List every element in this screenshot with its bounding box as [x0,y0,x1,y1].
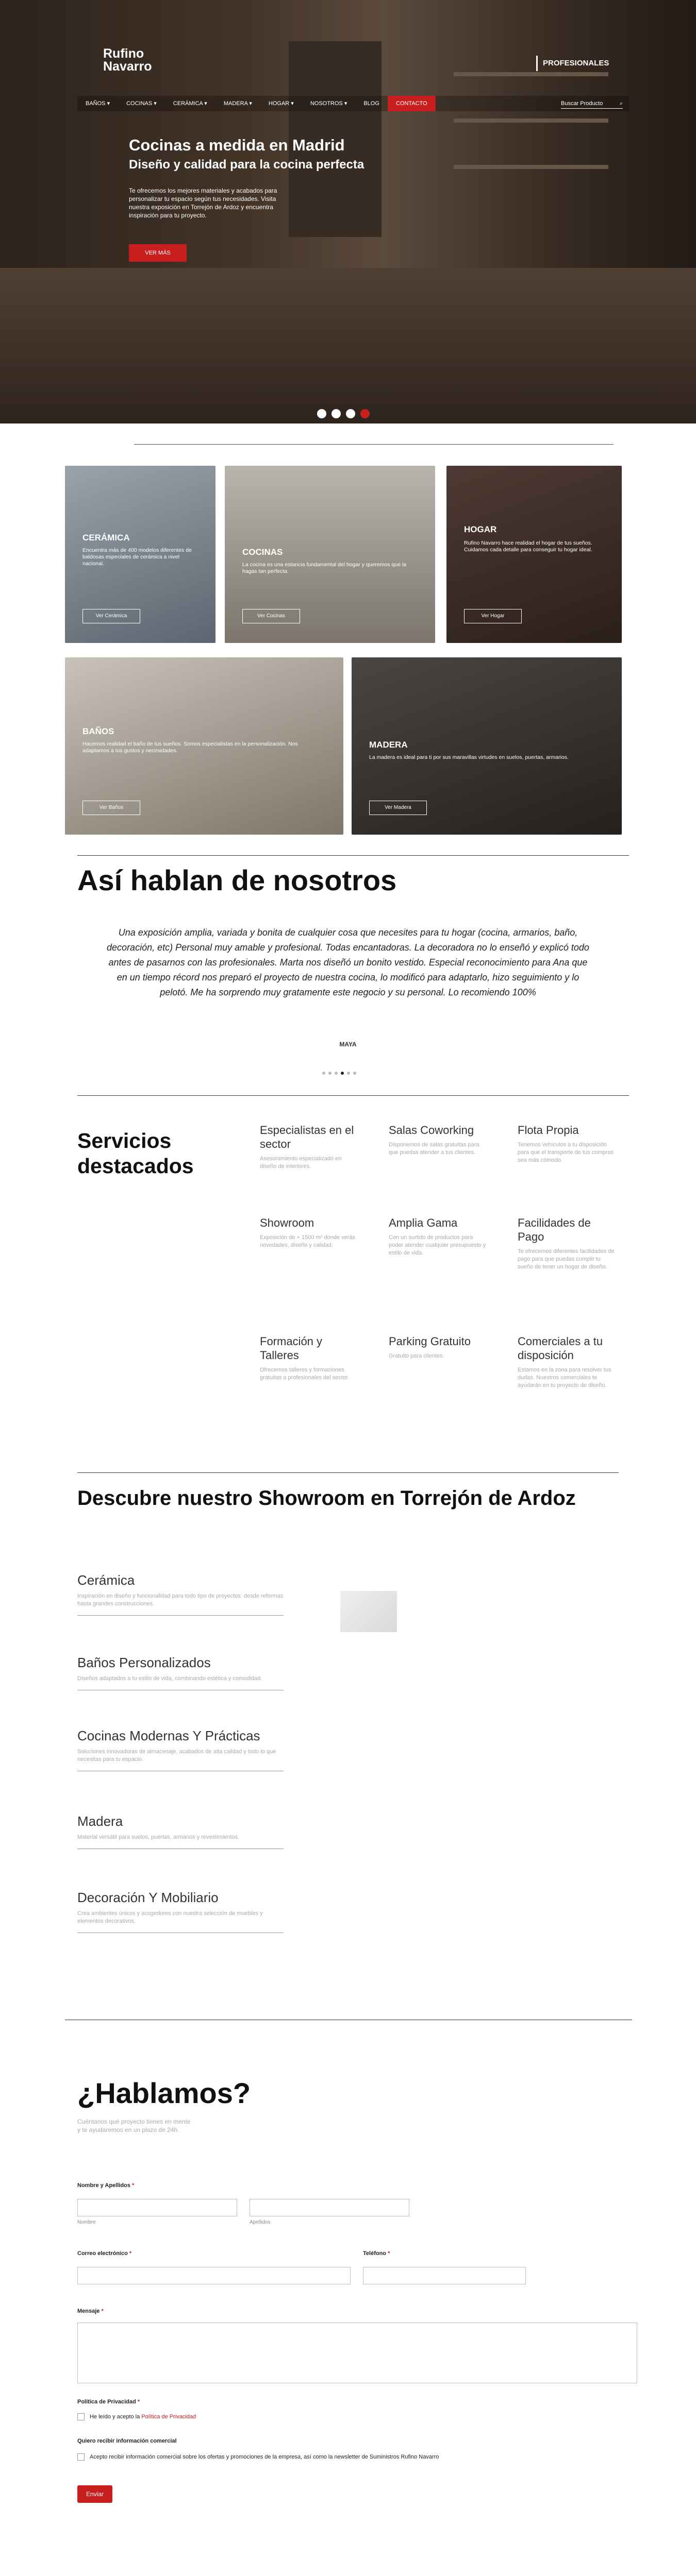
logo[interactable]: Rufino Navarro [103,46,152,74]
category-text: Encuentra más de 400 modelos diferentes de baldosas especiales de cerámica a nivel nacional. [82,547,192,567]
email-label: Correo electrónico * [77,2250,132,2257]
send-button[interactable]: Enviar [77,2485,112,2503]
contact-subtitle: Cuéntanos qué proyecto tienes en mente y te ayudaremos en un plazo de 24h. [77,2118,191,2133]
slider-dot[interactable] [317,409,326,418]
category-text: La madera es ideal para ti por sus maravillas virtudes en suelos, puertas, armarios. [369,754,569,760]
first-name-hint: Nombre [77,2219,96,2225]
services-title: Servicios destacados [77,1129,194,1178]
category-text: Hacemos realidad el baño de tus sueños. Somos especialistas en la personalización. Nos adaptamos a tus gustos y necesidades. [82,741,298,754]
testimonial-author: MAYA [339,1041,357,1048]
main-nav [77,96,629,111]
showroom-item[interactable]: Baños Personalizados Diseños adaptados a tu estilo de vida, combinando estética y comodidad. [77,1655,284,1690]
nav-madera[interactable]: MADERA ▾ [223,100,252,107]
nav-ceramica[interactable]: CERÁMICA ▾ [173,100,207,107]
service-item: Especialistas en el sector Asesoramiento especializado en diseño de interiores. [260,1124,354,1170]
message-label: Mensaje * [77,2308,104,2314]
service-item: Showroom Exposición de + 1500 m² donde verás novedades, diseño y calidad. [260,1216,355,1248]
privacy-link[interactable]: Política de Privacidad [141,2414,196,2420]
nav-nosotros[interactable]: NOSOTROS ▾ [310,100,347,107]
search-input[interactable]: Buscar Producto ⌕ [561,99,623,109]
hero-subtitle: Diseño y calidad para la cocina perfecta [129,158,364,172]
slider-dots [317,409,370,418]
category-title: CERÁMICA [82,533,130,543]
slider-dot[interactable] [332,409,341,418]
testimonial-dot[interactable] [322,1072,325,1075]
category-text: La cocina es una estancia fundamental del hogar y queremos que la hagas tan perfecta. [242,562,407,574]
service-item: Formación y Talleres Ofrecemos talleres y formaciones gratuitas a profesionales del sector. [260,1335,350,1381]
phone-field[interactable] [363,2267,526,2284]
ver-madera-button[interactable]: Ver Madera [369,801,427,815]
contact-title: ¿Hablamos? [77,2077,251,2109]
showroom-item[interactable]: Decoración Y Mobiliario Crea ambientes únicos y acogedores con nuestra selección de muebles y elementos decorativos. [77,1890,284,1933]
search-icon[interactable]: ⌕ [619,100,623,107]
nav-blog[interactable]: BLOG [363,100,379,107]
category-card-banos [65,657,343,835]
hero-text: Te ofrecemos los mejores materiales y acabados para personalizar tu espacio según tus necesidades. Visita nuestra exposición en Torrejón de Ardoz y encuentra inspiración para tu proyecto. [129,187,277,219]
category-card-cocinas [225,466,435,643]
testimonial-dots [322,1072,356,1075]
testimonial-dot[interactable] [353,1072,356,1075]
privacy-checkbox[interactable] [77,2413,85,2420]
privacy-label: Política de Privacidad * [77,2399,140,2405]
testimonial-text: Una exposición amplia, variada y bonita de cualquier cosa que necesites para tu hogar (cocina, armarios, baño, decoración, etc) Personal muy amable y profesional. Todas encantadoras. La decoradora no lo enseñó y explicó todo antes de pasarnos con las profesionales. Marta nos diseñó un bonito vestido. Especial reconocimiento para Ana que en un tiempo récord nos preparó el proyecto de nuestra cocina, lo modificó para adaptarlo, hizo seguimiento y lo pelotó. Me ha sorprendo muy gratamente este negocio y su personal. Lo recomiendo 100% [107,927,589,997]
category-title: COCINAS [242,547,283,557]
privacy-text: He leído y acepto la Política de Privacidad [90,2414,196,2420]
nav-cocinas[interactable]: COCINAS ▾ [126,100,157,107]
message-field[interactable] [77,2323,637,2383]
ver-ceramica-button[interactable]: Ver Cerámica [82,609,140,623]
showroom-item[interactable]: Cocinas Modernas Y Prácticas Soluciones innovadoras de almacenaje, acabados de alta calidad y todo lo que necesitas para tu espacio. [77,1728,284,1771]
nav-contacto[interactable]: CONTACTO [388,96,436,111]
category-card-ceramica [65,466,216,643]
category-card-hogar [446,466,622,643]
slider-dot[interactable] [346,409,355,418]
showroom-item[interactable]: Cerámica Inspiración en diseño y funcionalidad para todo tipo de proyectos: desde reformas hasta grandes construcciones. [77,1572,284,1616]
commercial-label: Quiero recibir información comercial [77,2438,177,2444]
category-text: Rufino Navarro hace realidad el hogar de tus sueños. Cuidamos cada detalle para conseguir tu hogar ideal. [464,540,592,553]
name-label: Nombre y Apellidos * [77,2182,135,2189]
ver-cocinas-button[interactable]: Ver Cocinas [242,609,300,623]
testimonial-dot[interactable] [328,1072,332,1075]
category-title: BAÑOS [82,726,114,736]
service-item: Comerciales a tu disposición Estamos en la zona para resolver tus dudas. Nuestros comerciales te ayudarán en tu proyecto de diseño. [518,1335,611,1388]
showroom-title: Descubre nuestro Showroom en Torrejón de Ardoz [77,1487,576,1510]
first-name-field[interactable] [77,2199,237,2216]
slider-dot-active[interactable] [360,409,370,418]
nav-hogar[interactable]: HOGAR ▾ [268,100,294,107]
category-title: HOGAR [464,524,497,534]
category-title: MADERA [369,740,408,750]
ver-hogar-button[interactable]: Ver Hogar [464,609,522,623]
service-item: Facilidades de Pago Te ofrecemos diferentes facilidades de pago para que puedas cumplir tu sueño de tener un hogar de diseño. [518,1216,615,1270]
last-name-field[interactable] [250,2199,409,2216]
nav-banos[interactable]: BAÑOS ▾ [86,100,110,107]
testimonial-dot[interactable] [335,1072,338,1075]
category-card-madera [352,657,622,835]
last-name-hint: Apellidos [250,2219,271,2225]
service-item: Parking Gratuito Gratuito para clientes. [389,1335,471,1359]
hero-title: Cocinas a medida en Madrid [129,136,345,154]
showroom-image [340,1591,397,1632]
service-item: Salas Coworking Disponemos de salas gratuitas para que puedas atender a tus clientes. [389,1124,479,1156]
hero-button[interactable]: VER MÁS [129,244,187,262]
phone-label: Teléfono * [363,2250,390,2257]
showroom-item[interactable]: Madera Material versátil para suelos, puertas, armarios y revestimientos. [77,1814,284,1849]
commercial-text: Acepto recibir información comercial sobre los ofertas y promociones de la empresa, así como la newsletter de Suministros Rufino Navarro [90,2454,439,2460]
email-field[interactable] [77,2267,351,2284]
service-item: Flota Propia Tenemos vehículos a tu disposición para que el transporte de tus compras sea más cómodo. [518,1124,614,1163]
testimonial-dot[interactable] [347,1072,350,1075]
ver-banos-button[interactable]: Ver Baños [82,801,140,815]
testimonial-dot-active[interactable] [341,1072,344,1075]
testimonials-title: Así hablan de nosotros [77,864,397,896]
service-item: Amplia Gama Con un surtido de productos para poder atender cualquier presupuesto y estilo de vida. [389,1216,486,1256]
professionals-link[interactable]: PROFESIONALES [536,56,609,71]
commercial-checkbox[interactable] [77,2453,85,2461]
